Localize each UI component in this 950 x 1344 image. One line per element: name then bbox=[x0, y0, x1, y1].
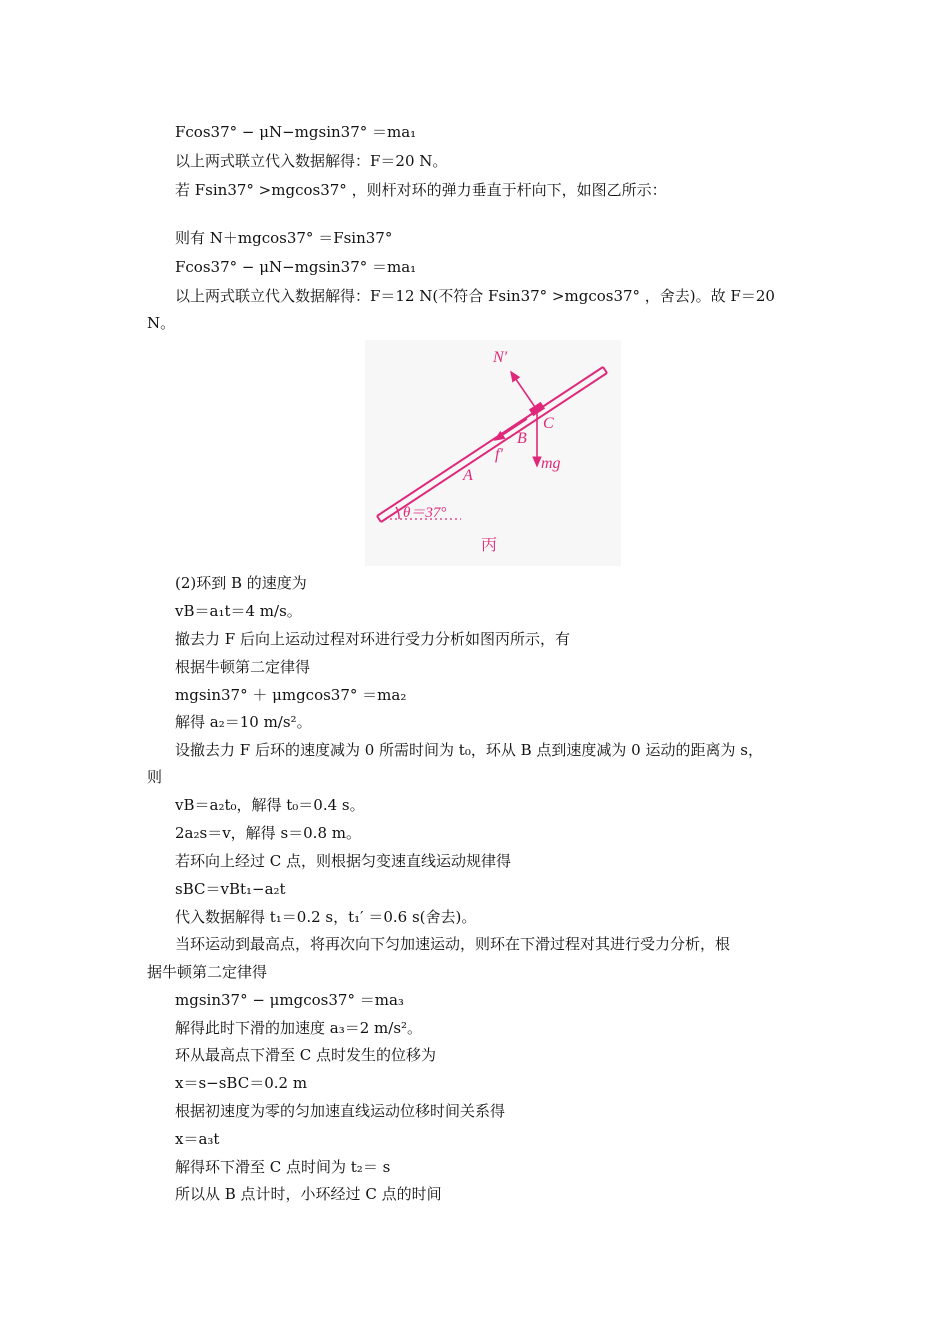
text-line: 根据牛顿第二定律得 bbox=[175, 658, 311, 676]
label-theta: θ＝37° bbox=[403, 505, 447, 521]
equation-line: Fcos37° − μN−mgsin37° ＝ma₁ bbox=[175, 123, 417, 141]
equation-line: x＝s−sBC＝0.2 m bbox=[175, 1074, 308, 1092]
text-line: 若环向上经过 C 点，则根据匀变速直线运动规律得 bbox=[175, 852, 512, 870]
equation-line: vB＝a₂t₀，解得 t₀＝0.4 s。 bbox=[175, 796, 365, 814]
text-line: 解得此时下滑的加速度 a₃＝2 m/s²。 bbox=[175, 1019, 423, 1037]
text-line: 环从最高点下滑至 C 点时发生的位移为 bbox=[175, 1046, 437, 1064]
text-line: 撤去力 F 后向上运动过程对环进行受力分析如图丙所示，有 bbox=[175, 630, 570, 648]
text-line: 以上两式联立代入数据解得：F＝20 N。 bbox=[175, 152, 448, 170]
equation-line: sBC＝vBt₁−a₂t bbox=[175, 880, 286, 898]
text-line: N。 bbox=[147, 314, 176, 332]
equation-line: 2a₂s＝v，解得 s＝0.8 m。 bbox=[175, 824, 361, 842]
label-n-prime: N′ bbox=[493, 349, 508, 366]
label-c: C bbox=[543, 415, 554, 432]
text-line: 当环运动到最高点，将再次向下匀加速运动，则环在下滑过程对其进行受力分析，根 bbox=[175, 935, 731, 953]
label-b: B bbox=[517, 430, 527, 447]
text-line: 据牛顿第二定律得 bbox=[147, 963, 268, 981]
equation-line: 则有 N＋mgcos37° ＝Fsin37° bbox=[175, 229, 393, 247]
text-line: 解得 a₂＝10 m/s²。 bbox=[175, 713, 312, 731]
figure-caption: 丙 bbox=[481, 535, 498, 554]
text-line: 根据初速度为零的匀加速直线运动位移时间关系得 bbox=[175, 1102, 506, 1120]
text-line: (2)环到 B 的速度为 bbox=[175, 574, 307, 592]
equation-line: mgsin37° ＋ μmgcos37° ＝ma₂ bbox=[175, 686, 407, 704]
text-line: 代入数据解得 t₁＝0.2 s，t₁′ ＝0.6 s(舍去)。 bbox=[175, 908, 477, 926]
equation-line: x＝a₃t bbox=[175, 1130, 220, 1148]
equation-line: mgsin37° − μmgcos37° ＝ma₃ bbox=[175, 991, 404, 1009]
text-line: 若 Fsin37° >mgcos37° ，则杆对环的弹力垂直于杆向下，如图乙所示： bbox=[175, 181, 667, 199]
text-line: 则 bbox=[147, 768, 163, 786]
force-diagram-figure bbox=[365, 340, 621, 566]
label-mg: mg bbox=[541, 455, 561, 472]
text-line: 以上两式联立代入数据解得：F＝12 N(不符合 Fsin37° >mgcos37° ，舍去)。故 F＝20 bbox=[175, 287, 775, 305]
equation-line: vB＝a₁t＝4 m/s。 bbox=[175, 602, 302, 620]
label-a: A bbox=[463, 467, 473, 484]
text-line: 设撤去力 F 后环的速度减为 0 所需时间为 t₀，环从 B 点到速度减为 0 运动的距离为 s， bbox=[175, 741, 763, 759]
label-f-prime: f′ bbox=[495, 446, 503, 463]
text-line: 所以从 B 点计时，小环经过 C 点的时间 bbox=[175, 1185, 442, 1203]
text-line: 解得环下滑至 C 点时间为 t₂＝ s bbox=[175, 1158, 391, 1176]
equation-line: Fcos37° − μN−mgsin37° ＝ma₁ bbox=[175, 258, 417, 276]
